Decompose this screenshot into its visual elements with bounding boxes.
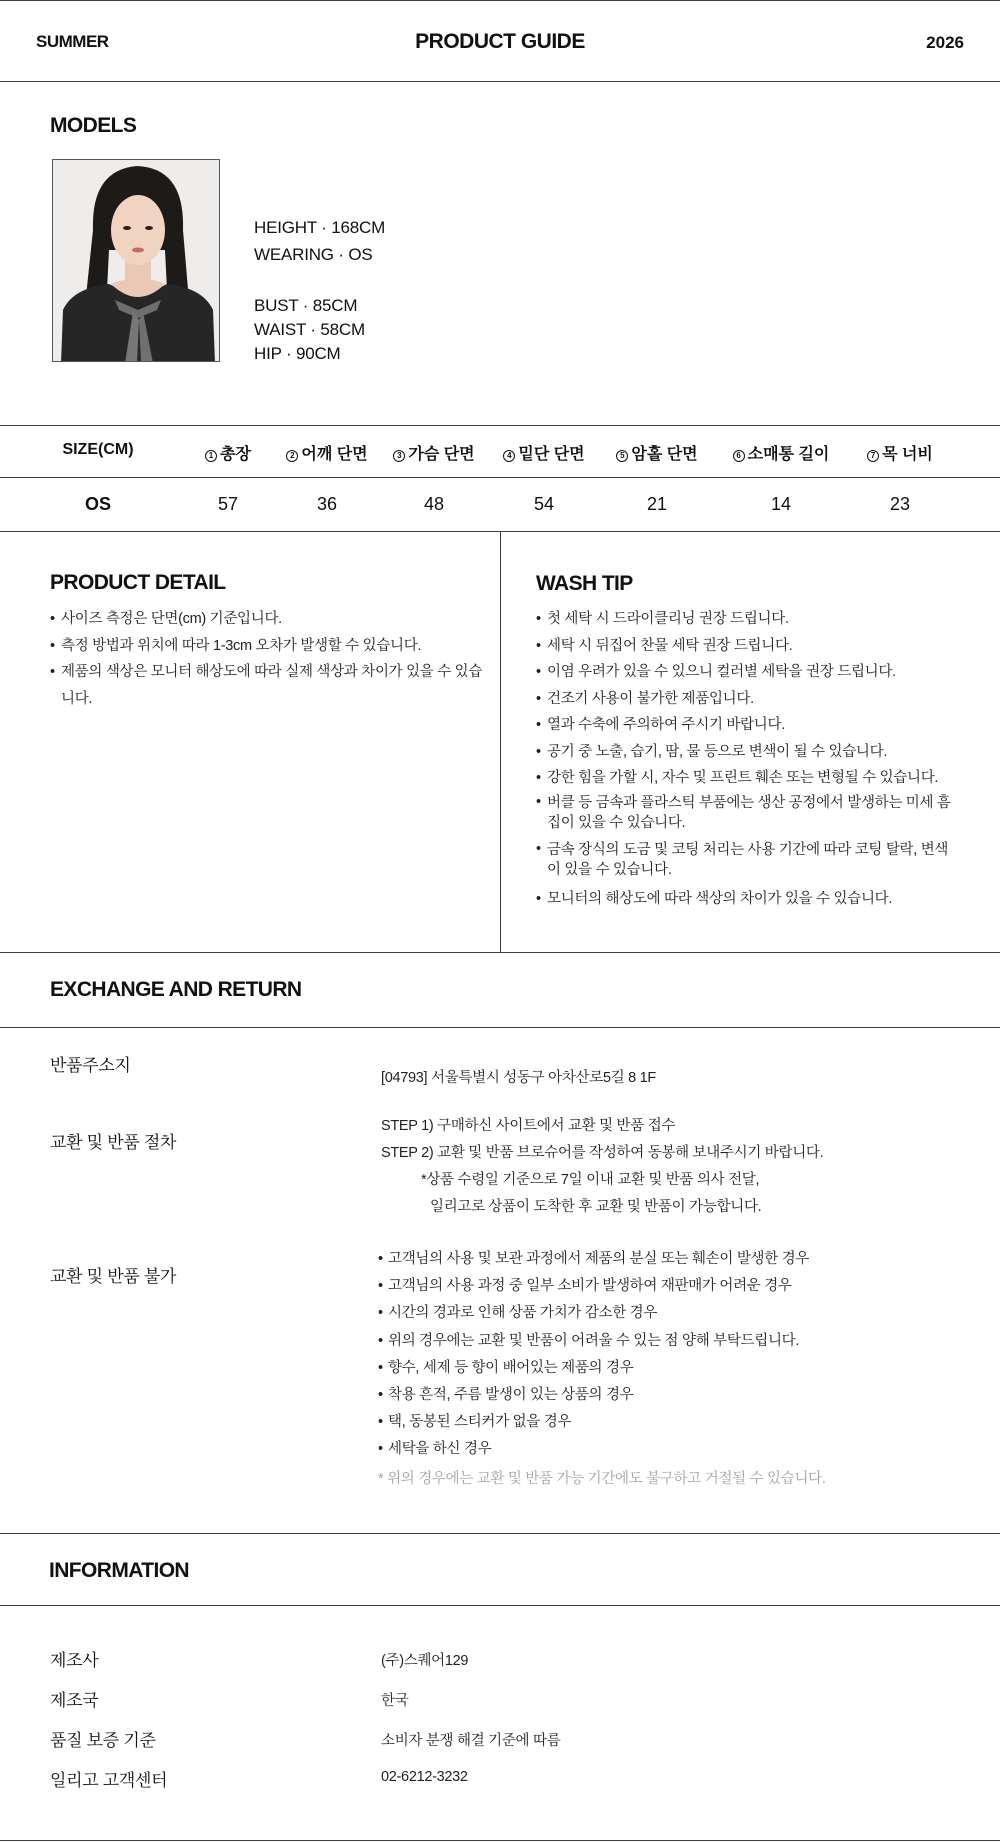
size-cell-armhole: 21 — [646, 494, 668, 514]
list-item: • 향수, 세제 등 향이 배어있는 제품의 경우 — [378, 1355, 958, 1382]
list-item: • 제품의 색상은 모니터 해상도에 따라 실제 색상과 차이가 있을 수 있습니다. — [50, 659, 490, 712]
size-cell-os: OS — [84, 494, 111, 514]
size-cell-chest: 48 — [423, 494, 445, 514]
list-item: • 착용 흔적, 주름 발생이 있는 상품의 경우 — [378, 1382, 958, 1409]
size-header-6: 6 소매통 길이 — [720, 441, 842, 464]
list-item: • 강한 힘을 가할 시, 자수 및 프린트 훼손 또는 변형될 수 있습니다. — [536, 765, 956, 792]
model-bust: BUST · 85CM — [254, 296, 358, 315]
exchange-title: EXCHANGE AND RETURN — [50, 978, 302, 1001]
year-label: 2026 — [926, 33, 964, 52]
list-item: • 이염 우려가 있을 수 있으니 컬러별 세탁을 권장 드립니다. — [536, 659, 956, 686]
procedure-step-1: STEP 1) 구매하신 사이트에서 교환 및 반품 접수 — [381, 1118, 676, 1134]
unavailable-label: 교환 및 반품 불가 — [50, 1267, 177, 1286]
list-item: • 시간의 경과로 인해 상품 가치가 감소한 경우 — [378, 1300, 958, 1327]
size-header-0: SIZE(CM) — [62, 441, 134, 458]
list-item: • 고객님의 사용 과정 중 일부 소비가 발생하여 재판매가 어려운 경우 — [378, 1273, 958, 1300]
column-divider — [500, 532, 501, 952]
size-cell-shoulder: 36 — [316, 494, 338, 514]
list-item: • 측정 방법과 위치에 따라 1-3cm 오차가 발생할 수 있습니다. — [50, 633, 490, 660]
list-item: • 모니터의 해상도에 따라 색상의 차이가 있을 수 있습니다. — [536, 886, 956, 913]
list-item: • 건조기 사용이 불가한 제품입니다. — [536, 686, 956, 713]
size-table-header-rule — [0, 477, 1000, 478]
model-photo-illustration — [53, 160, 220, 362]
return-address-label: 반품주소지 — [50, 1056, 131, 1075]
size-cell-total-length: 57 — [217, 494, 239, 514]
information-title: INFORMATION — [49, 1559, 189, 1582]
model-wearing: WEARING · OS — [254, 245, 373, 264]
header-divider — [0, 81, 1000, 82]
info-label-manufacturer: 제조사 — [50, 1651, 99, 1670]
model-height: HEIGHT · 168CM — [254, 218, 386, 237]
list-item: • 위의 경우에는 교환 및 반품이 어려울 수 있는 점 양해 부탁드립니다. — [378, 1328, 958, 1355]
wash-tip-title: WASH TIP — [536, 572, 633, 595]
wash-section-bottom-rule — [0, 952, 1000, 953]
unavailable-note: * 위의 경우에는 교환 및 반품 가능 기간에도 불구하고 거절될 수 있습니다. — [378, 1471, 826, 1487]
info-value-country: 한국 — [381, 1693, 409, 1709]
unavailable-list — [378, 1246, 958, 1464]
wash-tip-list — [536, 606, 956, 912]
size-header-2: 2 어깨 단면 — [277, 441, 377, 464]
size-header-1: 1 총장 — [188, 441, 268, 464]
info-label-customer-center: 일리고 고객센터 — [50, 1771, 168, 1790]
information-title-rule — [0, 1605, 1000, 1606]
size-cell-hem: 54 — [533, 494, 555, 514]
info-value-manufacturer: (주)스퀘어129 — [381, 1653, 469, 1669]
page-title: PRODUCT GUIDE — [415, 30, 585, 53]
list-item: • 사이즈 측정은 단면(cm) 기준입니다. — [50, 606, 490, 633]
info-label-country: 제조국 — [50, 1691, 99, 1710]
list-item: • 공기 중 노출, 습기, 땀, 물 등으로 변색이 될 수 있습니다. — [536, 739, 956, 766]
size-cell-neck: 23 — [889, 494, 911, 514]
model-waist: WAIST · 58CM — [254, 320, 365, 339]
model-photo — [52, 159, 220, 362]
list-item: • 택, 동봉된 스티커가 없을 경우 — [378, 1409, 958, 1436]
model-hip: HIP · 90CM — [254, 344, 341, 363]
list-item: • 세탁 시 뒤집어 찬물 세탁 권장 드립니다. — [536, 633, 956, 660]
info-value-quality: 소비자 분쟁 해결 기준에 따름 — [381, 1733, 561, 1749]
size-table-top-rule — [0, 425, 1000, 426]
info-label-quality: 품질 보증 기준 — [50, 1731, 156, 1750]
exchange-title-rule — [0, 1027, 1000, 1028]
list-item: • 첫 세탁 시 드라이클리닝 권장 드립니다. — [536, 606, 956, 633]
models-title: MODELS — [50, 114, 137, 137]
top-rule — [0, 0, 1000, 1]
list-item: • 세탁을 하신 경우 — [378, 1436, 958, 1463]
bottom-rule — [0, 1840, 1000, 1841]
info-value-customer-center: 02-6212-3232 — [381, 1769, 468, 1785]
season-label: SUMMER — [36, 32, 109, 51]
size-header-4: 4 밑단 단면 — [489, 441, 599, 464]
procedure-note-2: 일리고로 상품이 도착한 후 교환 및 반품이 가능합니다. — [430, 1199, 762, 1215]
product-detail-list — [50, 606, 490, 712]
list-item: • 열과 수축에 주의하여 주시기 바랍니다. — [536, 712, 956, 739]
size-cell-sleeve: 14 — [770, 494, 792, 514]
list-item: • 고객님의 사용 및 보관 과정에서 제품의 분실 또는 훼손이 발생한 경우 — [378, 1246, 958, 1273]
exchange-bottom-rule — [0, 1533, 1000, 1534]
procedure-step-2: STEP 2) 교환 및 반품 브로슈어를 작성하여 동봉해 보내주시기 바랍니다. — [381, 1145, 824, 1161]
procedure-note-1: *상품 수령일 기준으로 7일 이내 교환 및 반품 의사 전달, — [421, 1172, 760, 1188]
procedure-label: 교환 및 반품 절차 — [50, 1133, 177, 1152]
size-header-5: 5 암홀 단면 — [604, 441, 710, 464]
return-address-value: [04793] 서울특별시 성동구 아차산로5길 8 1F — [381, 1070, 656, 1086]
list-item: • 금속 장식의 도금 및 코팅 처리는 사용 기간에 따라 코팅 탈락, 변색이 있을 수 있습니다. — [536, 839, 956, 886]
size-header-7: 7 목 너비 — [855, 441, 945, 464]
product-detail-title: PRODUCT DETAIL — [50, 571, 226, 594]
procedure-steps — [381, 1113, 941, 1221]
size-header-3: 3 가슴 단면 — [384, 441, 484, 464]
list-item: • 버클 등 금속과 플라스틱 부품에는 생산 공정에서 발생하는 미세 흠집이 있을 수 있습니다. — [536, 792, 956, 839]
